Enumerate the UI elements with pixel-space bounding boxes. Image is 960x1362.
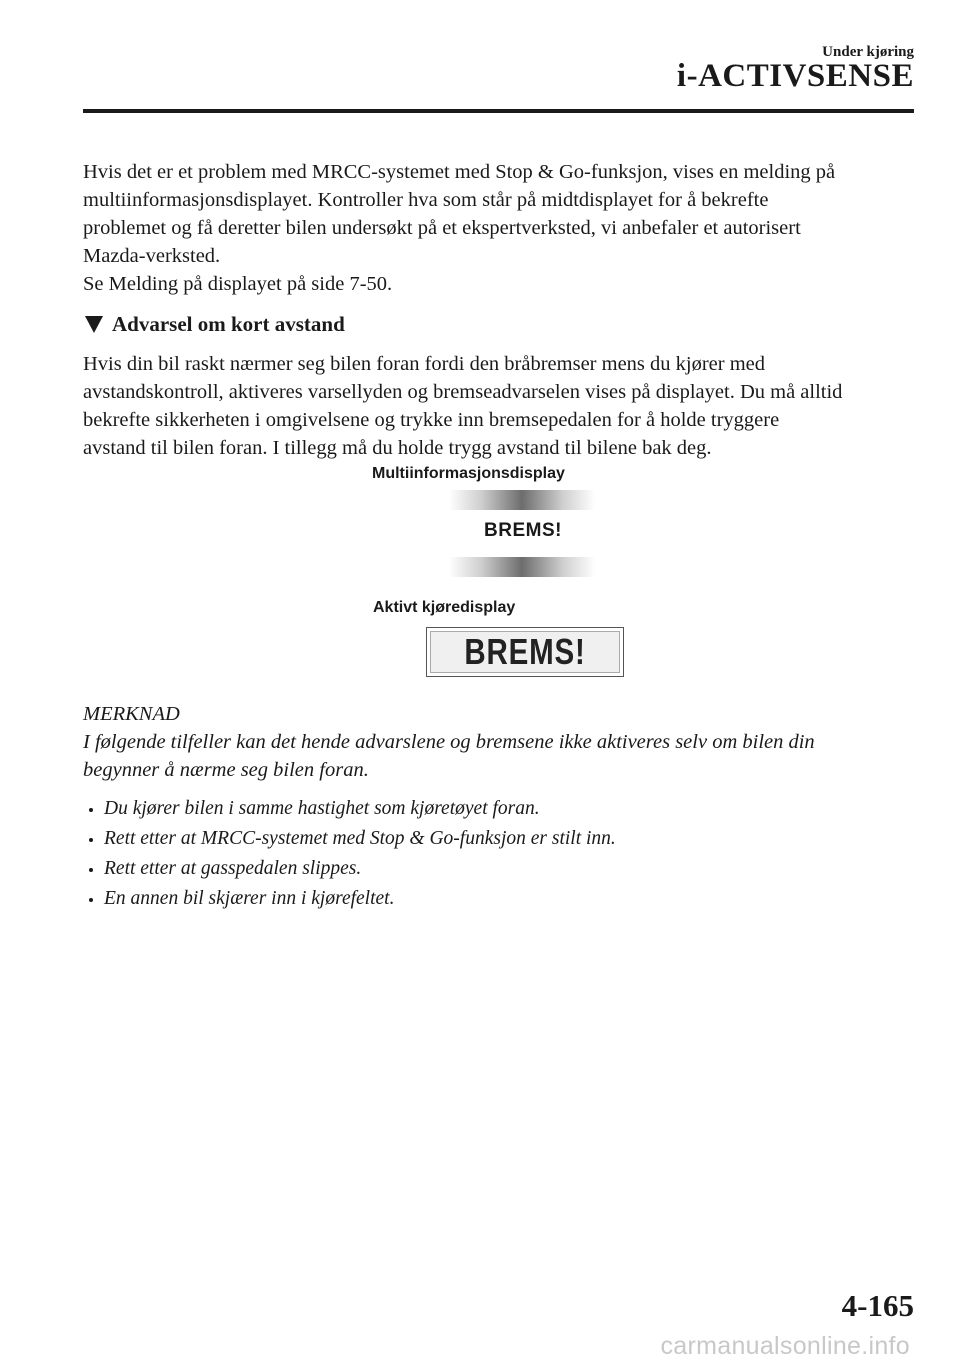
intro-line: multiinformasjonsdisplayet. Kontroller hva som står på midtdisplayet for å bekrefte xyxy=(83,189,769,211)
active-display-panel xyxy=(426,627,624,677)
intro-line: Mazda-verksted. xyxy=(83,245,221,267)
note-bullet-list xyxy=(83,794,918,914)
intro-line: problemet og få deretter bilen undersøkt på et ekspertverksted, vi anbefaler et autorisert xyxy=(83,217,801,239)
list-item xyxy=(83,884,918,914)
list-item-text: Rett etter at gasspedalen slippes. xyxy=(104,858,362,879)
section-line: avstand til bilen foran. I tillegg må du holde trygg avstand til bilene bak deg. xyxy=(83,437,712,459)
note-body-line: begynner å nærme seg bilen foran. xyxy=(83,759,369,781)
section-heading xyxy=(83,310,918,338)
list-item-text: En annen bil skjærer inn i kjørefeltet. xyxy=(104,888,395,909)
section-line: avstandskontroll, aktiveres varsellyden og bremseadvarselen vises på displayet. Du må alltid xyxy=(83,381,843,403)
note-block xyxy=(83,700,918,914)
main-content xyxy=(83,158,918,462)
triangle-down-icon xyxy=(85,316,103,333)
bullet-dot-icon xyxy=(89,808,93,812)
list-item xyxy=(83,854,918,884)
list-item-text: Du kjører bilen i samme hastighet som kjøretøyet foran. xyxy=(104,798,540,819)
watermark: carmanualsonline.info xyxy=(660,1332,910,1360)
bullet-dot-icon xyxy=(89,838,93,842)
multi-display-warning-text: BREMS! xyxy=(484,520,562,541)
bullet-dot-icon xyxy=(89,898,93,902)
list-item xyxy=(83,824,918,854)
page-number: 4-165 xyxy=(841,1288,914,1323)
bullet-dot-icon xyxy=(89,868,93,872)
note-body xyxy=(83,728,918,784)
list-item xyxy=(83,794,918,824)
note-title: MERKNAD xyxy=(83,703,180,725)
section-line: bekrefte sikkerheten i omgivelsene og trykke inn bremsepedalen for å holde tryggere xyxy=(83,409,780,431)
header-divider xyxy=(83,109,914,113)
list-item-text: Rett etter at MRCC-systemet med Stop & Go-funksjon er stilt inn. xyxy=(104,828,616,849)
intro-paragraph xyxy=(83,158,918,298)
header-section-title: Under kjøring xyxy=(822,44,914,60)
section-heading-text: Advarsel om kort avstand xyxy=(112,312,345,336)
note-body-line: I følgende tilfeller kan det hende advarslene og bremsene ikke aktiveres selv om bilen din xyxy=(83,731,815,753)
active-display-label: Aktivt kjøredisplay xyxy=(373,599,516,616)
section-line: Hvis din bil raskt nærmer seg bilen foran fordi den bråbremser mens du kjører med xyxy=(83,353,766,375)
multi-display-bottom-bar xyxy=(449,557,595,577)
intro-line-reference: Se Melding på displayet på side 7-50. xyxy=(83,273,393,295)
header-chapter-title: i-ACTIVSENSE xyxy=(676,58,914,94)
multi-display-top-bar xyxy=(449,490,595,510)
intro-line: Hvis det er et problem med MRCC-systemet med Stop & Go-funksjon, vises en melding på xyxy=(83,161,836,183)
section-paragraph xyxy=(83,350,918,462)
active-display-warning-text: BREMS! xyxy=(464,631,586,672)
multi-display-label: Multiinformasjonsdisplay xyxy=(372,465,565,482)
